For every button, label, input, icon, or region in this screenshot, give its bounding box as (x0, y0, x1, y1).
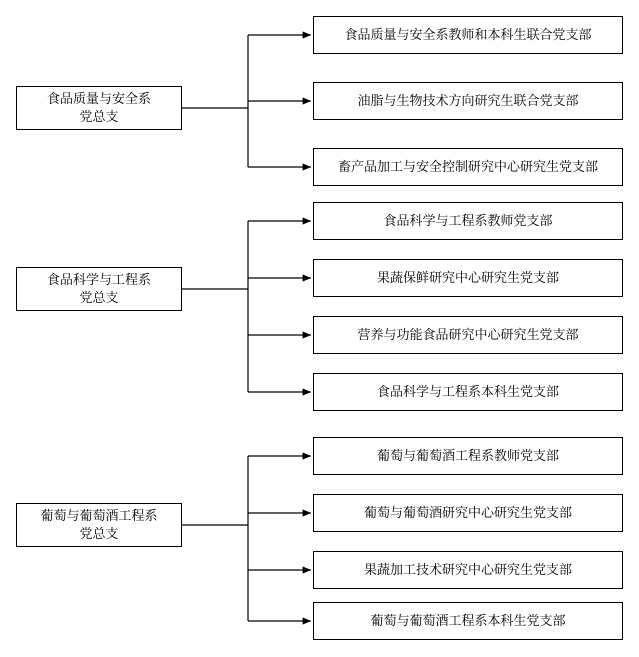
parent-node-2: 葡萄与葡萄酒工程系 党总支 (16, 503, 182, 547)
child-node-0-1: 油脂与生物技术方向研究生联合党支部 (313, 82, 623, 120)
child-node-0-2: 畜产品加工与安全控制研究中心研究生党支部 (313, 148, 623, 186)
child-node-0-0: 食品质量与安全系教师和本科生联合党支部 (313, 16, 623, 54)
child-node-2-1: 葡萄与葡萄酒研究中心研究生党支部 (313, 494, 623, 532)
child-node-1-3: 食品科学与工程系本科生党支部 (313, 373, 623, 411)
child-node-1-0: 食品科学与工程系教师党支部 (313, 202, 623, 240)
child-node-2-3: 葡萄与葡萄酒工程系本科生党支部 (313, 602, 623, 640)
child-node-1-2: 营养与功能食品研究中心研究生党支部 (313, 316, 623, 354)
parent-node-1: 食品科学与工程系 党总支 (16, 267, 182, 311)
parent-node-0: 食品质量与安全系 党总支 (16, 86, 182, 130)
child-node-2-2: 果蔬加工技术研究中心研究生党支部 (313, 551, 623, 589)
child-node-1-1: 果蔬保鲜研究中心研究生党支部 (313, 259, 623, 297)
child-node-2-0: 葡萄与葡萄酒工程系教师党支部 (313, 437, 623, 475)
